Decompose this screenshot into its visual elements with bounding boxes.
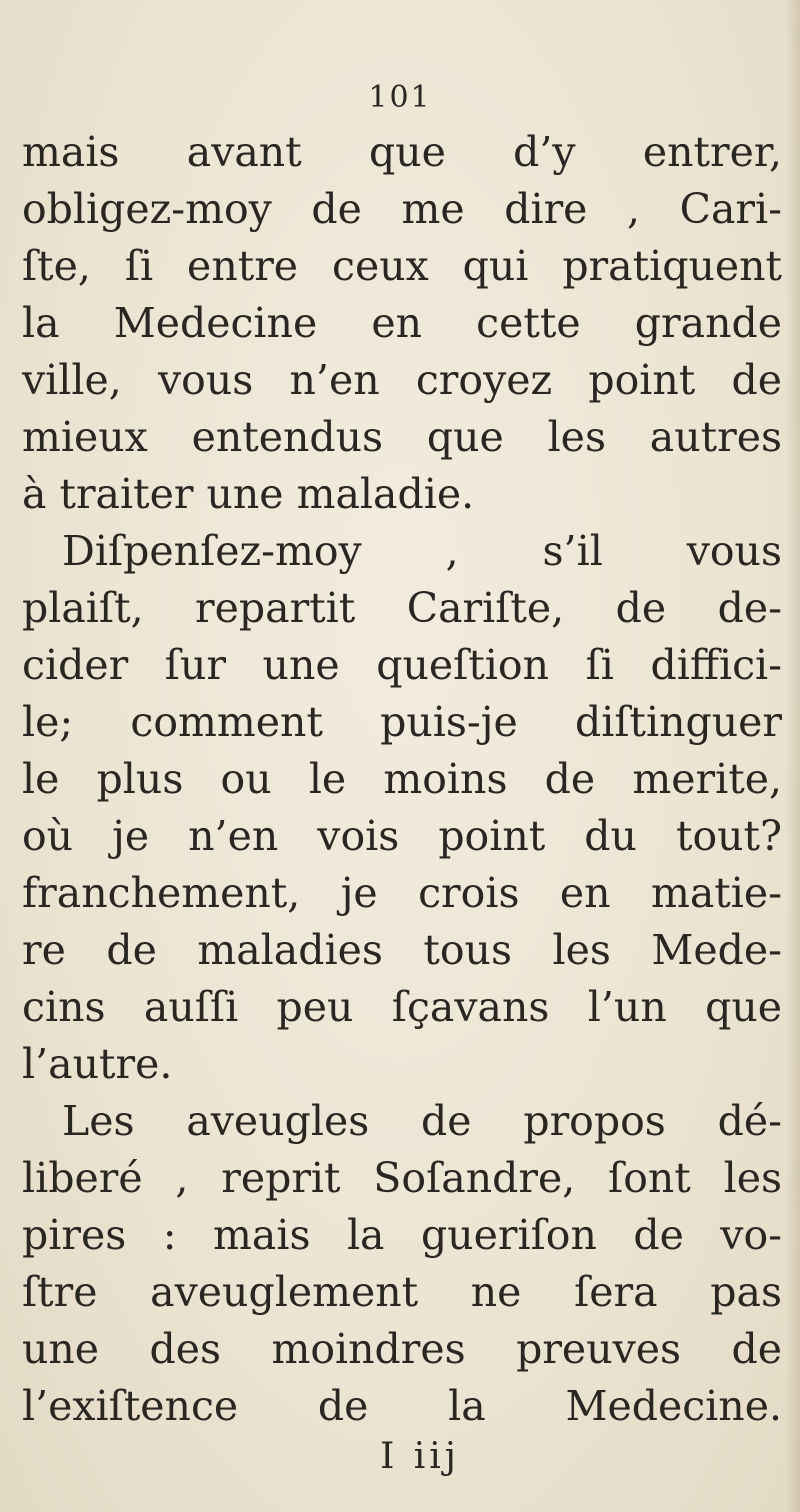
text-line: ville, vous n’en croyez point de (22, 356, 782, 404)
text-line: l’exiſtence de la Medecine. (22, 1382, 782, 1430)
text-line: ſte, ſi entre ceux qui pratiquent (22, 242, 782, 290)
page-edge-shadow (786, 0, 800, 1512)
text-line: mieux entendus que les autres (22, 413, 782, 461)
text-line: plaiſt, repartit Cariſte, de de- (22, 584, 782, 632)
text-line: re de maladies tous les Mede- (22, 926, 782, 974)
text-line: franchement, je crois en matie- (22, 869, 782, 917)
text-line: cider ſur une queſtion ſi diffici- (22, 641, 782, 689)
text-line: obligez-moy de me dire , Cari- (22, 185, 782, 233)
text-line: où je n’en vois point du tout? (22, 812, 782, 860)
text-line: mais avant que d’y entrer, (22, 128, 782, 176)
text-line: liberé , reprit Soſandre, ſont les (22, 1154, 782, 1202)
signature-mark: I iij (380, 1436, 460, 1477)
text-line: le; comment puis-je diſtinguer (22, 698, 782, 746)
text-line: cins auſſi peu ſçavans l’un que (22, 983, 782, 1031)
text-line: ſtre aveuglement ne ſera pas (22, 1268, 782, 1316)
page-number: 101 (368, 80, 432, 115)
text-line: l’autre. (22, 1040, 173, 1088)
paragraph-start-line: Les aveugles de propos dé- (62, 1097, 782, 1145)
paragraph-start-line: Diſpenſez-moy , s’il vous (62, 527, 782, 575)
text-line: une des moindres preuves de (22, 1325, 782, 1373)
text-line: à traiter une maladie. (22, 470, 475, 518)
text-line: la Medecine en cette grande (22, 299, 782, 347)
text-line: pires : mais la gueriſon de vo- (22, 1211, 782, 1259)
text-line: le plus ou le moins de merite, (22, 755, 782, 803)
